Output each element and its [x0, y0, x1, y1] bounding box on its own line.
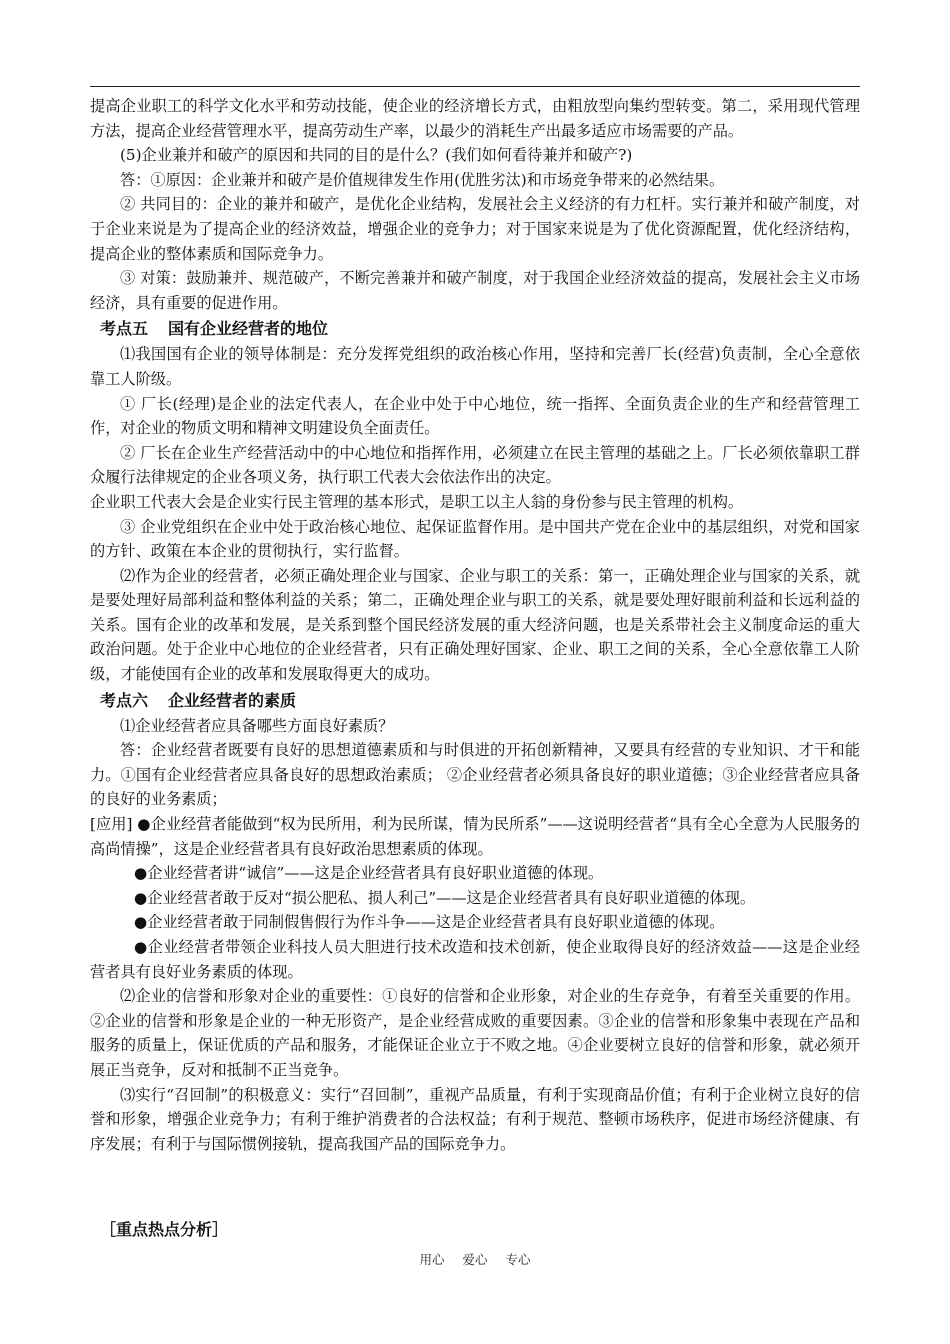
section5-point-3: ③ 企业党组织在企业中处于政治核心地位、起保证监督作用。是中国共产党在企业中的基层组织，对党和国家的方针、政策在本企业的贯彻执行，实行监督。 [90, 517, 860, 561]
apply-first-bullet: ●企业经营者能做到“权为民所用，利为民所谋，情为民所系”——这说明经营者“具有全心全意为人民服务的高尚情操”，这是企业经营者具有良好政治思想素质的体现。 [90, 815, 860, 858]
paragraph: 提高企业职工的科学文化水平和劳动技能，使企业的经济增长方式，由粗放型向集约型转变。第二，采用现代管理方法，提高企业经营管理水平，提高劳动生产率，以最少的消耗生产出最多适应市场需要的产品。 [90, 97, 860, 140]
section5-point-1: ① 厂长(经理)是企业的法定代表人，在企业中处于中心地位，统一指挥、全面负责企业的生产和经营管理工作，对企业的物质文明和精神文明建设负全面责任。 [90, 394, 860, 438]
question-5: (5)企业兼并和破产的原因和共同的目的是什么？(我们如何看待兼并和破产?) [120, 146, 633, 165]
heading-section-6 [90, 687, 860, 714]
header-rule [90, 86, 860, 87]
bullet-item: ●企业经营者讲“诚信”——这是企业经营者具有良好职业道德的体现。 [134, 864, 604, 883]
section5-congress: 企业职工代表大会是企业实行民主管理的基本形式，是职工以主人翁的身份参与民主管理的机构。 [90, 492, 744, 511]
section6-recall: ⑶实行“召回制”的积极意义：实行“召回制”，重视产品质量，有利于实现商品价值；有利于企业树立良好的信誉和形象，增强企业竞争力；有利于维护消费者的合法权益；有利于规范、整顿市场秩序，促进市场经济健康、有序发展；有利于与国际惯例接轨，提高我国产品的国际竞争力。 [90, 1085, 860, 1153]
apply-tag: [应用] [90, 815, 133, 834]
page-footer: 用心 爱心 专心 [419, 1252, 531, 1267]
answer-measures: ③ 对策：鼓励兼并、规范破产，不断完善兼并和破产制度，对于我国企业经济效益的提高，发展社会主义市场经济，具有重要的促进作用。 [90, 269, 860, 312]
section5-leadership: ⑴我国国有企业的领导体制是：充分发挥党组织的政治核心作用，坚持和完善厂长(经营)负责制，全心全意依靠工人阶级。 [90, 345, 860, 388]
document-body [90, 94, 860, 1156]
bullet-item: ●企业经营者敢于反对“损公肥私、损人利己”——这是企业经营者具有良好职业道德的体现。 [134, 888, 756, 907]
key-points-heading: ［重点热点分析］ [100, 1220, 229, 1239]
section6-answer: 答：企业经营者既要有良好的思想道德素质和与时俱进的开拓创新精神，又要具有经营的专业知识、才干和能力。①国有企业经营者应具备良好的思想政治素质； ②企业经营者必须具备良好的职业道德；③企业经营者应具备的良好的业务素质； [90, 741, 860, 809]
section5-relations: ⑵作为企业的经营者，必须正确处理企业与国家、企业与职工的关系：第一，正确处理企业与国家的关系，就是要处理好局部利益和整体利益的关系；第二，正确处理企业与职工的关系，就是要处理好眼前利益和长远利益的关系。国有企业的改革和发展，是关系到整个国民经济发展的重大经济问题，也是关系带社会主义制度命运的重大政治问题。处于企业中心地位的企业经营者，只有正确处理好国家、企业、职工之间的关系，全心全意依靠工人阶级，才能使国有企业的改革和发展取得更大的成功。 [90, 566, 860, 684]
heading-label: 考点五 [100, 319, 149, 339]
apply-paragraph [90, 812, 860, 861]
section5-point-2: ② 厂长在企业生产经营活动中的中心地位和指挥作用，必须建立在民主管理的基础之上。厂长必须依靠职工群众履行法律规定的企业各项义务，执行职工代表大会依法作出的决定。 [90, 443, 860, 487]
heading-section-5 [90, 315, 860, 342]
heading-label: 考点六 [100, 690, 149, 710]
heading-title: 企业经营者的素质 [168, 690, 297, 710]
section6-reputation: ⑵企业的信誉和形象对企业的重要性：①良好的信誉和企业形象，对企业的生存竞争，有着至关重要的作用。②企业的信誉和形象是企业的一种无形资产，是企业经营成败的重要因素。③企业的信誉和形象集中表现在产品和服务的质量上，保证优质的产品和服务，才能保证企业立于不败之地。④企业要树立良好的信誉和形象，就必须开展正当竞争，反对和抵制不正当竞争。 [90, 987, 860, 1079]
answer-purpose: ② 共同目的：企业的兼并和破产，是优化企业结构，发展社会主义经济的有力杠杆。实行兼并和破产制度，对于企业来说是为了提高企业的经济效益，增强企业的竞争力；对于国家来说是为了优化资源配置，优化经济结构，提高企业的整体素质和国际竞争力。 [90, 195, 860, 263]
answer-reason: 答：①原因：企业兼并和破产是价值规律发生作用(优胜劣汰)和市场竞争带来的必然结果。 [120, 170, 725, 189]
bullet-item: ●企业经营者带领企业科技人员大胆进行技术改造和技术创新，使企业取得良好的经济效益——这是企业经营者具有良好业务素质的体现。 [90, 938, 860, 981]
heading-title: 国有企业经营者的地位 [168, 319, 329, 339]
section6-question: ⑴企业经营者应具备哪些方面良好素质？ [120, 716, 394, 735]
bullet-item: ●企业经营者敢于同制假售假行为作斗争——这是企业经营者具有良好职业道德的体现。 [134, 913, 725, 932]
